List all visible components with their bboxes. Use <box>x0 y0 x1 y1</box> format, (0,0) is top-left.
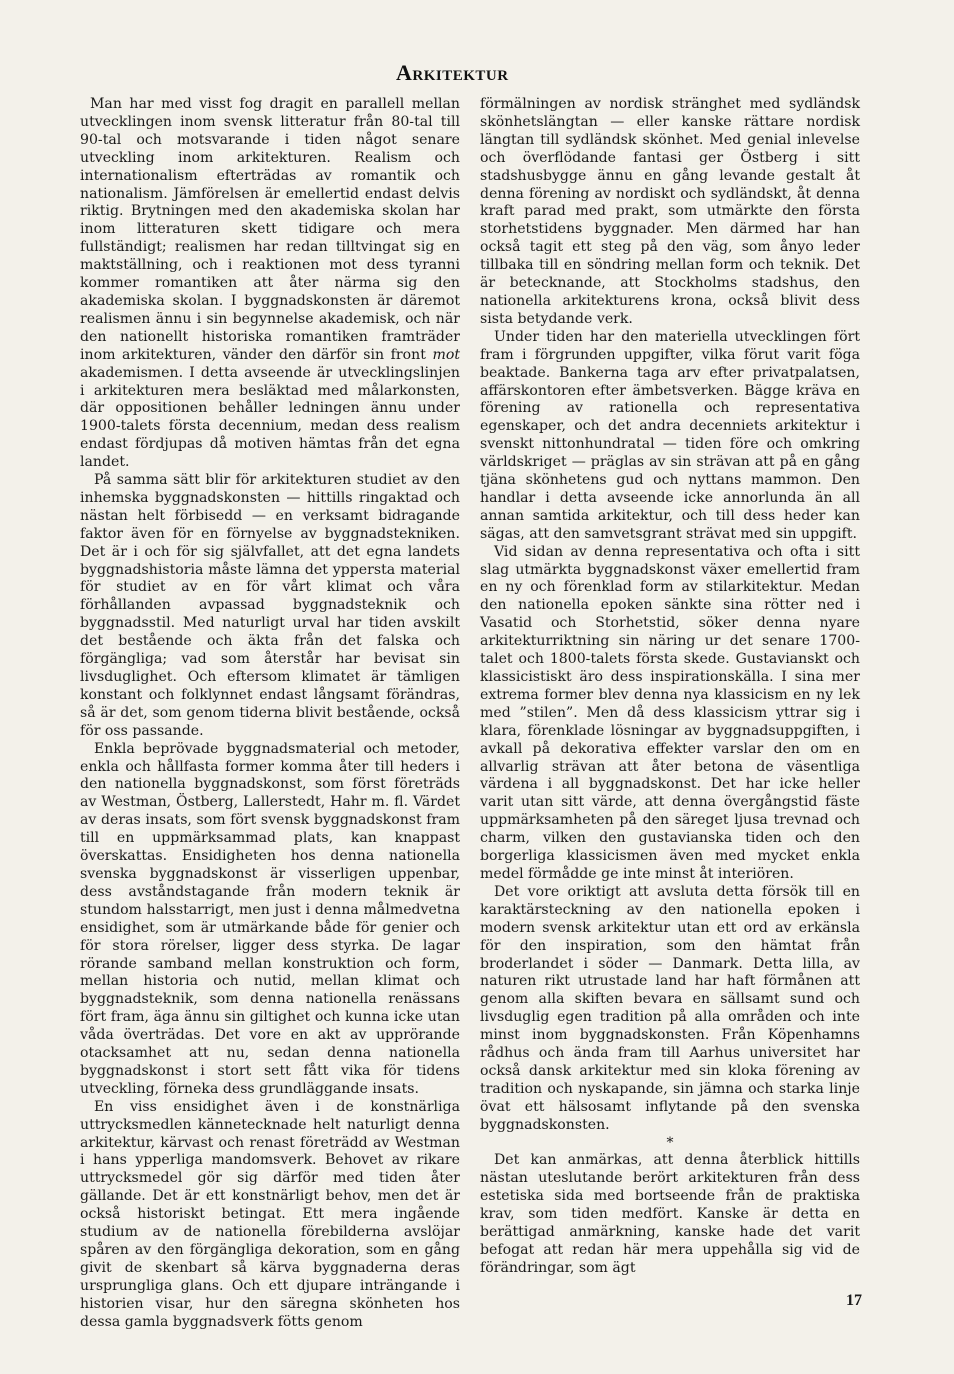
paragraph <box>80 96 460 472</box>
paragraph: På samma sätt blir för arkitekturen studiet av den inhemska byggnadskonsten — hittills ringaktad och nästan helt förbisedd — en verksamt bidragande faktor även för en förnyelse av byggnadstekniken. Det är i och för sig självfallet, att det egna landets byggnadshistoria måste lämna det yppersta material för studiet av en för vårt klimat och våra förhållanden avpassad byggnadsteknik och byggnadsstil. Med naturligt urval har tiden avskilt det bestående och äkta från det falska och förgängliga; vad som återstår har bevisat sin livsduglighet. Och eftersom klimatet är tämligen konstant och folklynnet endast långsamt förändras, så är det, som genom tiderna blivit bestående, också för oss passande. <box>80 472 460 739</box>
paragraph: Enkla beprövade byggnadsmaterial och metoder, enkla och hållfasta former komma åter till heders i den nationella byggnadskonst, som först företräds av Westman, Östberg, Lallerstedt, Hahr m. fl. Värdet av deras insats, som fört svensk byggnadskonst fram till en uppmärksammad plats, kan knappast överskattas. Ensidigheten hos denna nationella svenska byggnadskonst är visserligen uppenbar, dess avståndstagande från modern teknik är stundom halsstarrigt, men just i denna målmedvetna ensidighet, som är utmärkande både för genier och för stora rörelser, ligger dess styrka. De lagar rörande samband mellan konstruktion och form, mellan historia och nutid, mellan klimat och byggnadsteknik, som denna nationella renässans fört fram, äga ännu sin giltighet och kunna icke utan våda överträdas. Det vore en akt av upprörande otacksamhet att nu, sedan denna nationella byggnadskonst i stort sett fått vika för tidens utveckling, förneka dess grundläggande insats. <box>80 740 460 1097</box>
paragraph: Under tiden har den materiella utvecklingen fört fram i förgrunden uppgifter, vilka förut varit föga beaktade. Bankerna taga arv efter privatpalatsen, affärskontoren efter ämbetsverken. Bägge kräva en förening av rationella och representativa egenskaper, och det andra decenniets arkitektur i svenskt nittonhundratal — tiden före och omkring världskriget — präglas av sin strävan att på en gång tjäna skönhetens gud och nyttans mammon. Den handlar i detta avseende icke annorlunda än all annan samtida arkitektur, och till dess heder kan sägas, att den samvetsgrant strävat med sin uppgift. <box>480 328 860 542</box>
paragraph-text: akademismen. I detta avseende är utvecklingslinjen i arkitekturen mera besläktad med målarkonsten, där oppositionen behåller ledningen ännu under 1900-talets första decennium, medan dess realism endast fördjupas då motiven hämtas från det egna landet. <box>80 364 460 471</box>
paragraph: En viss ensidighet även i de konstnärliga uttrycksmedlen kännetecknade helt naturligt denna arkitektur, kärvast och renast företrädd av Westman i hans ypperliga mandomsverk. Behovet av rikare uttrycksmedel gör sig därför med tiden åter gällande. Det är ett konstnärligt behov, men det är också historiskt betingat. Ett mera ingående studium av de nationella förebilderna avslöjar spåren av den förgängliga dekoration, som en gång givit de skenbart så kärva byggnaderna deras ursprungliga glans. Och ett djupare inträngande i historien visar, hur den säregna skönheten hos dessa gamla byggnadsverk fötts genom <box>80 1098 460 1330</box>
right-column <box>480 96 860 1278</box>
paragraph: Det vore oriktigt att avsluta detta försök till en karaktärsteckning av den nationella epoken i modern svensk arkitektur utan ett ord av erkänsla för den inspiration, som den hämtat från broderlandet i söder — Danmark. Detta lilla, av naturen rikt utrustade land har haft förmånen att genom alla skiften bevara en sällsamt sund och livsduglig egen tradition på alla områden och inte minst inom byggnadskonsten. Från Köpenhamns rådhus och ända fram till Aarhus universitet har också dansk arkitektur med sin kloka förening av tradition och nyskapande, sin jämna och starka linje övat ett hälsosamt inflytande på den svenska byggnadskonsten. <box>480 883 860 1133</box>
paragraph: Vid sidan av denna representativa och ofta i sitt slag utmärkta byggnadskonst växer emellertid fram en ny och förenklad form av stilarkitektur. Medan den nationella epoken sänkte sina rötter ned i Vasatid och Storhetstid, söker denna nyare arkitekturriktning sin näring ur det senare 1700-talet och 1800-talets första skede. Gustavianskt och klassicistiskt äro dess inspirationskälla. I sina mer extrema former blev denna nya klassicism en ny lek med ”stilen”. Men då dess klassicism yttrar sig i klara, förenklade lösningar av byggnadsuppgiften, i avkall på dekorativa effekter varslar den om en allvarlig strävan att åter betona de väsentliga värdena i all byggnadskonst. Det har icke heller varit utan sitt värde, att denna övergångstid fäste uppmärksamheten på den säreget ljusa trevnad och charm, vilken den gustavianska tiden och den borgerliga klassicismen även med mycket enkla medel förmådde ge inte minst åt interiören. <box>480 543 860 882</box>
paragraph: Det kan anmärkas, att denna återblick hittills nästan uteslutande berört arkitekturen från dess estetiska sida med bortseende från de praktiska krav, som tiden medfört. Kanske är detta en berättigad anmärkning, kanske hade det varit befogat att redan här mera uppehålla sig vid de förändringar, som ägt <box>480 1152 860 1276</box>
running-header: Arkitektur <box>396 60 509 85</box>
left-column <box>80 96 460 1332</box>
emphasis-text: mot <box>432 346 460 363</box>
section-separator: * <box>666 1134 674 1151</box>
paragraph-text: Man har med visst fog dragit en parallell mellan utvecklingen inom svensk litteratur från 80-tal till 90-tal och motsvarande i tiden något senare utveckling inom arkitekturen. Realism och internationalism efterträdas av romantik och nationalism. Jämförelsen är emellertid endast delvis riktig. Brytningen med den akademiska skolan har inom litteraturen skett tidigare och mera fullständigt; realismen har redan tilltvingat sig en maktställning, och i reaktionen mot dess tyranni kommer romantiken att åter närma sig den akademiska skolan. I byggnadskonsten är däremot realismen ännu i sin begynnelse akademisk, och när den nationellt historiska romantiken framträder inom arkitekturen, vänder den därför sin front <box>80 96 460 363</box>
paragraph: förmälningen av nordisk stränghet med sydländsk skönhetslängtan — eller kanske rättare nordisk längtan till sydländsk skönhet. Med genial inlevelse och överflödande fantasi ger Östberg i sitt stadshusbygge ännu en gång levande gestalt åt denna förening av nordiskt och sydländskt, åt denna kraft parad med prakt, som utmärkte den första storhetstidens byggnader. Men därmed har han också tagit ett steg på den väg, som ånyo leder tillbaka till en söndring mellan form och teknik. Det är betecknande, att Stockholms stadshus, den nationella arkitekturens krona, också blivit dess sista betydande verk. <box>480 96 860 327</box>
page-number: 17 <box>846 1292 862 1309</box>
